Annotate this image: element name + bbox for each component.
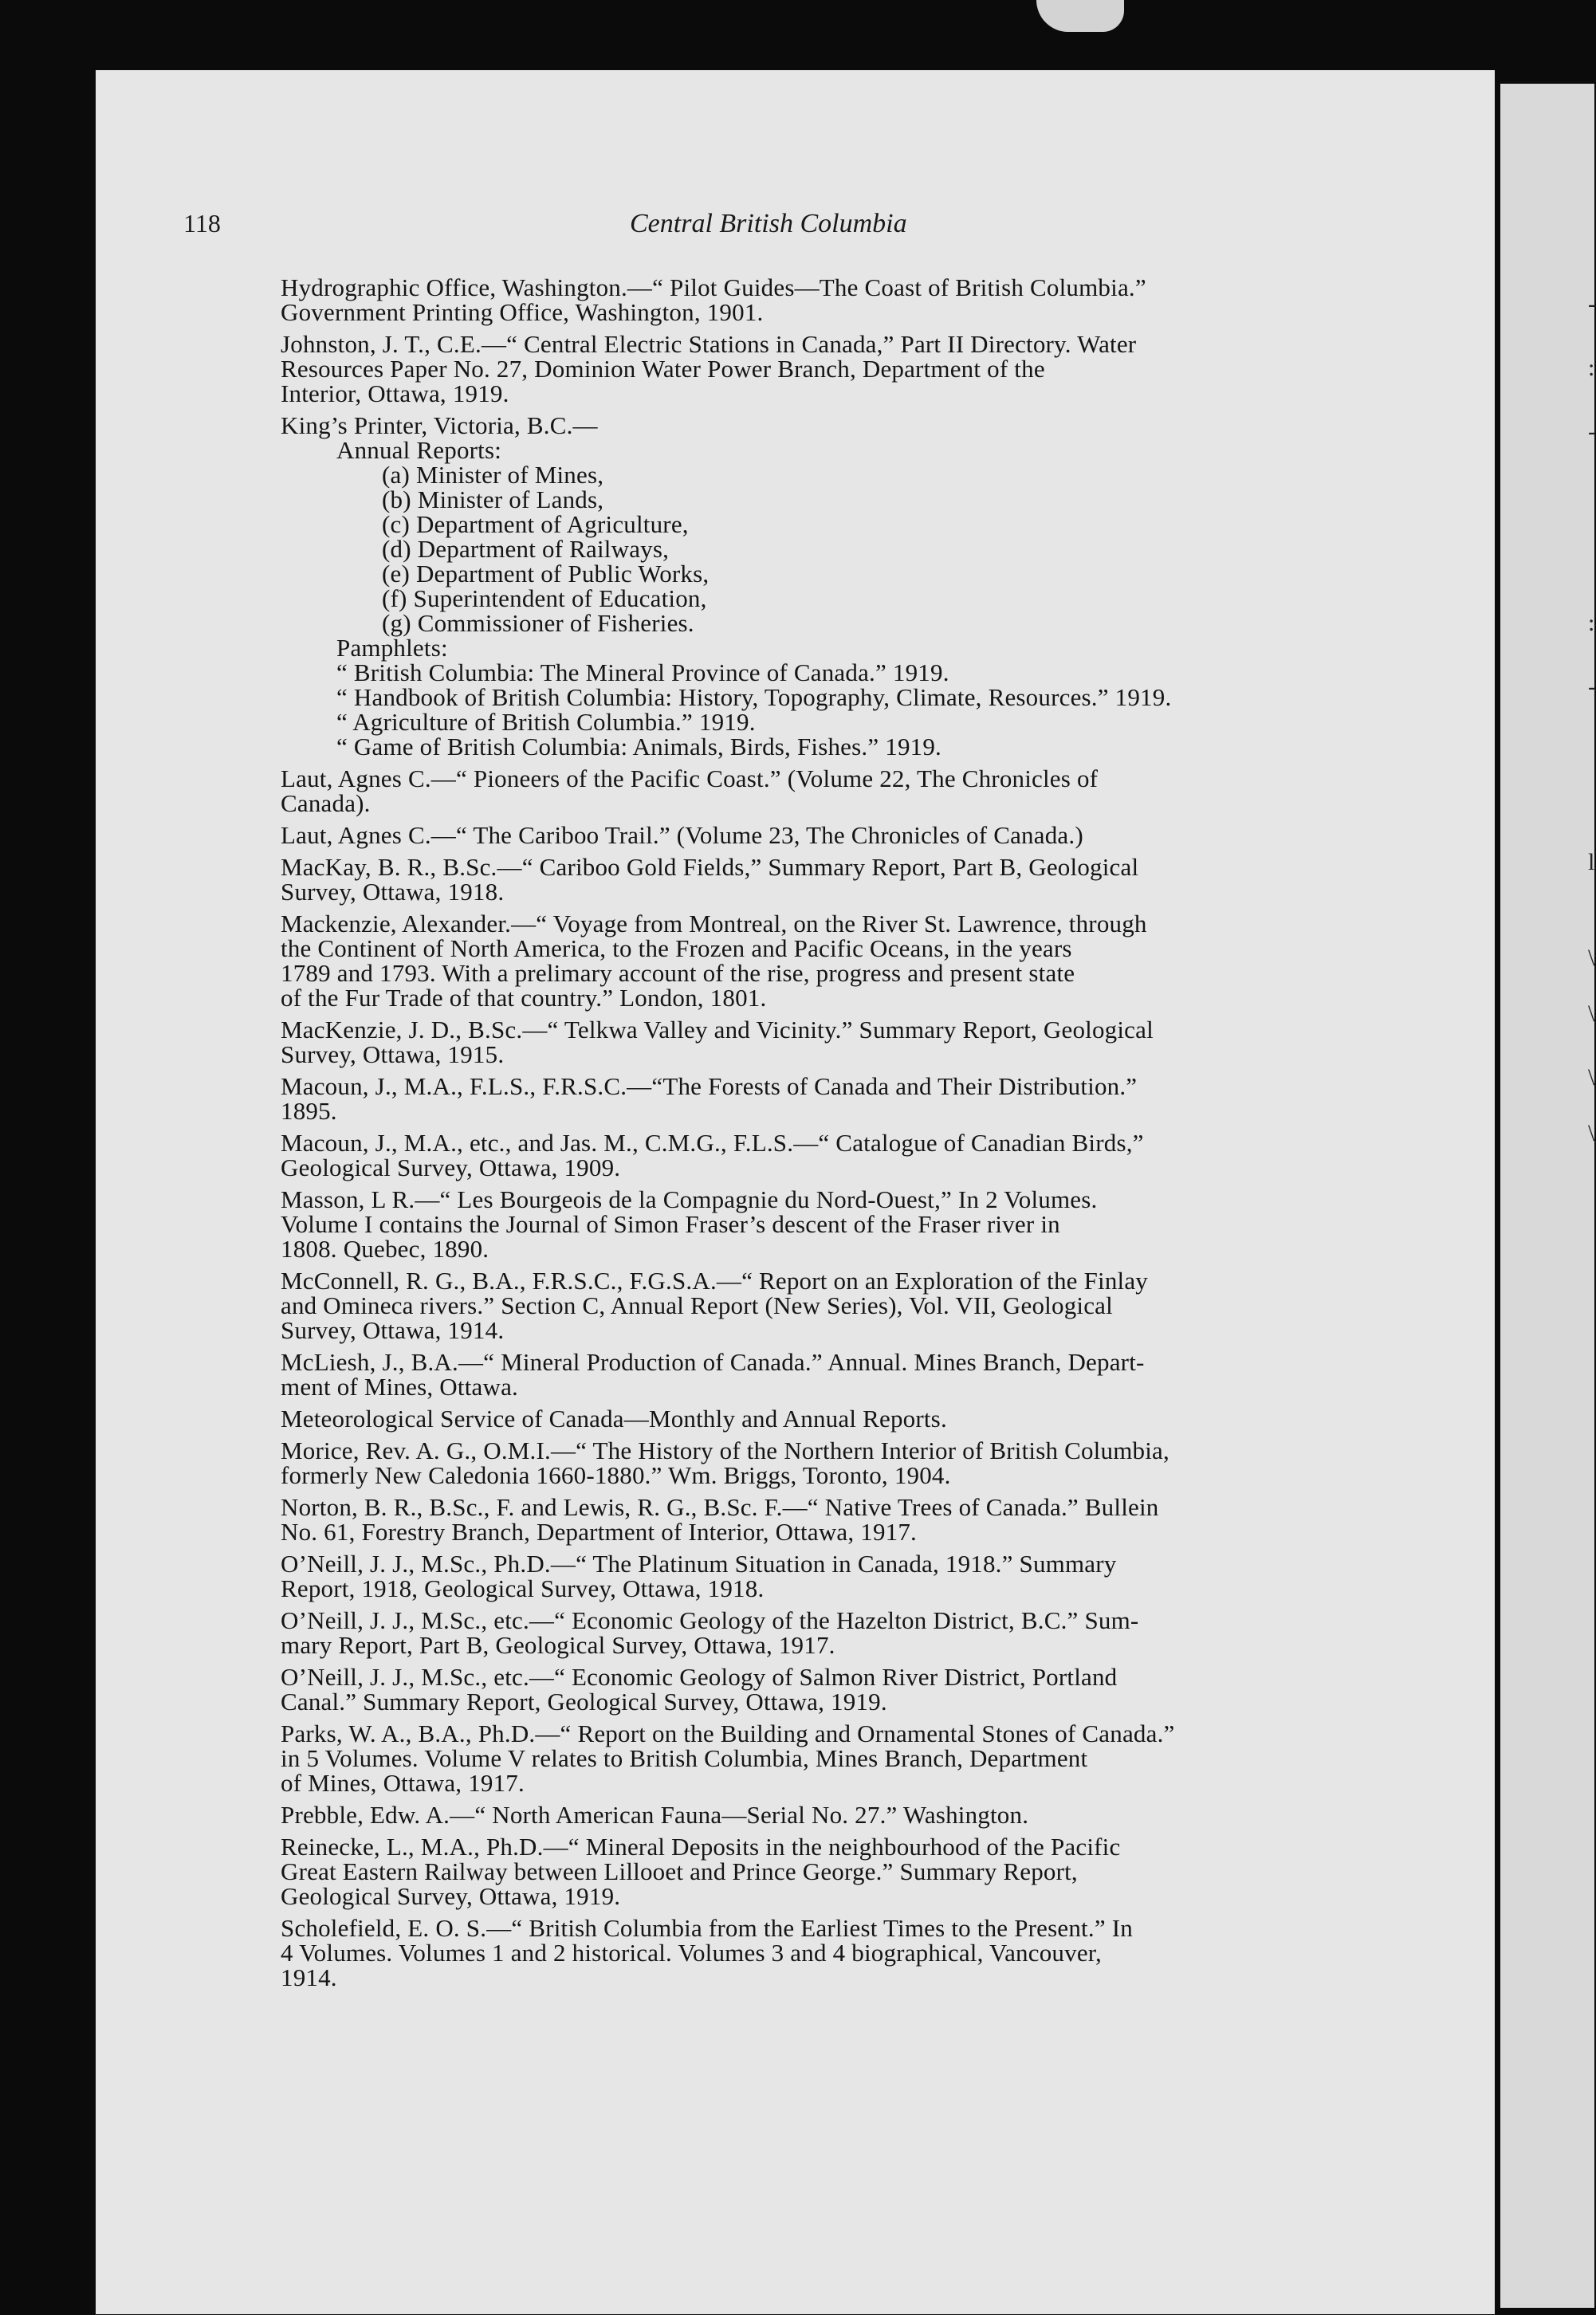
bibliography-entry [281, 1721, 1425, 1795]
entry-line: Volume I contains the Journal of Simon Fraser’s descent of the Fraser river in [281, 1210, 1060, 1238]
edge-mark: : [1588, 610, 1595, 636]
entry-line: Government Printing Office, Washington, 1901. [281, 298, 764, 326]
entry-line: Great Eastern Railway between Lillooet and Prince George.” Summary Report, [281, 1857, 1078, 1885]
entry-line: 4 Volumes. Volumes 1 and 2 historical. Volumes 3 and 4 biographical, Vancouver, [281, 1939, 1103, 1967]
bibliography-entry [281, 413, 1425, 759]
entry-line: Macoun, J., M.A., etc., and Jas. M., C.M.G., F.L.S.—“ Catalogue of Canadian Birds,” [281, 1129, 1144, 1157]
bibliography-entry [281, 1187, 1425, 1261]
entry-line: in 5 Volumes. Volume V relates to British Columbia, Mines Branch, Department [281, 1744, 1088, 1772]
bibliography-entry [281, 1438, 1425, 1488]
bibliography-entry [281, 1802, 1425, 1827]
bibliography-entry [281, 332, 1425, 406]
edge-mark: \ [1588, 1000, 1595, 1027]
edge-mark: \ [1588, 945, 1595, 971]
entry-line: 1808. Quebec, 1890. [281, 1235, 489, 1263]
entry-line: and Omineca rivers.” Section C, Annual Report (New Series), Vol. VII, Geological [281, 1291, 1113, 1319]
entry-line: Report, 1918, Geological Survey, Ottawa, 1918. [281, 1574, 765, 1602]
entry-line: Geological Survey, Ottawa, 1919. [281, 1882, 621, 1910]
bibliography-entry [281, 1017, 1425, 1067]
annual-report-item: (e) Department of Public Works, [382, 560, 710, 588]
edge-mark: \ [1588, 1120, 1595, 1146]
annual-report-item: (c) Department of Agriculture, [382, 510, 689, 538]
annual-report-item: (a) Minister of Mines, [382, 461, 604, 489]
bibliography-entry [281, 1130, 1425, 1180]
adjacent-page-edge [1500, 84, 1594, 2308]
annual-report-item: (b) Minister of Lands, [382, 485, 604, 513]
pamphlet-item: “ British Columbia: The Mineral Province of Canada.” 1919. [336, 658, 949, 686]
entry-line: Meteorological Service of Canada—Monthly and Annual Reports. [281, 1405, 947, 1433]
bibliography-entry [281, 855, 1425, 904]
bibliography-entry [281, 1268, 1425, 1342]
bibliography-entry [281, 1551, 1425, 1601]
entry-line: Hydrographic Office, Washington.—“ Pilot Guides—The Coast of British Columbia.” [281, 273, 1146, 301]
entry-line: Johnston, J. T., C.E.—“ Central Electric Stations in Canada,” Part II Directory. Water [281, 330, 1137, 358]
entry-line: MacKenzie, J. D., B.Sc.—“ Telkwa Valley and Vicinity.” Summary Report, Geological [281, 1016, 1154, 1044]
entry-line: ment of Mines, Ottawa. [281, 1373, 518, 1401]
entry-line: Interior, Ottawa, 1919. [281, 379, 509, 407]
entry-line: O’Neill, J. J., M.Sc., etc.—“ Economic Geology of Salmon River District, Portland [281, 1663, 1118, 1691]
entry-line: Morice, Rev. A. G., O.M.I.—“ The History of the Northern Interior of British Columbia, [281, 1437, 1169, 1464]
bibliography-entry [281, 1834, 1425, 1908]
entry-line: McLiesh, J., B.A.—“ Mineral Production of Canada.” Annual. Mines Branch, Depart- [281, 1348, 1145, 1376]
entry-line: Scholefield, E. O. S.—“ British Columbia from the Earliest Times to the Present.” In [281, 1914, 1133, 1942]
entry-line: Parks, W. A., B.A., Ph.D.—“ Report on the Building and Ornamental Stones of Canada.” [281, 1720, 1175, 1747]
entry-line: Reinecke, L., M.A., Ph.D.—“ Mineral Deposits in the neighbourhood of the Pacific [281, 1833, 1121, 1861]
scan-artifact [1036, 0, 1124, 32]
entry-line: Geological Survey, Ottawa, 1909. [281, 1154, 621, 1181]
page-header [183, 209, 1427, 249]
entry-line: Laut, Agnes C.—“ Pioneers of the Pacific Coast.” (Volume 22, The Chronicles of [281, 764, 1099, 792]
entry-line: Canada). [281, 789, 371, 817]
bibliography-entry [281, 1608, 1425, 1657]
entry-line: Resources Paper No. 27, Dominion Water Power Branch, Department of the [281, 355, 1045, 383]
annual-report-item: (d) Department of Railways, [382, 535, 670, 563]
entry-line: MacKay, B. R., B.Sc.—“ Cariboo Gold Fields,” Summary Report, Part B, Geological [281, 853, 1139, 881]
pamphlet-item: “ Agriculture of British Columbia.” 1919. [336, 708, 756, 736]
annual-report-item: (f) Superintendent of Education, [382, 584, 707, 612]
running-title: Central British Columbia [630, 209, 907, 238]
bibliography-entry [281, 275, 1425, 324]
entry-line: Canal.” Summary Report, Geological Survey, Ottawa, 1919. [281, 1688, 887, 1716]
page-number: 118 [183, 209, 221, 238]
edge-mark: \ [1588, 1064, 1595, 1091]
entry-line: formerly New Caledonia 1660-1880.” Wm. Briggs, Toronto, 1904. [281, 1461, 951, 1489]
bibliography-list [281, 275, 1425, 1997]
edge-mark: : [1588, 355, 1595, 381]
entry-line: of Mines, Ottawa, 1917. [281, 1769, 525, 1797]
pamphlets-label: Pamphlets: [336, 634, 448, 662]
bibliography-entry [281, 766, 1425, 816]
annual-report-item: (g) Commissioner of Fisheries. [382, 609, 694, 637]
entry-line: Survey, Ottawa, 1915. [281, 1040, 505, 1068]
bibliography-entry [281, 823, 1425, 847]
entry-line: Prebble, Edw. A.—“ North American Fauna—Serial No. 27.” Washington. [281, 1801, 1029, 1829]
entry-line: Laut, Agnes C.—“ The Cariboo Trail.” (Volume 23, The Chronicles of Canada.) [281, 821, 1083, 849]
bibliography-entry [281, 1350, 1425, 1399]
annual-reports-label: Annual Reports: [336, 436, 502, 464]
entry-line: Norton, B. R., B.Sc., F. and Lewis, R. G., B.Sc. F.—“ Native Trees of Canada.” Bullein [281, 1493, 1159, 1521]
bibliography-entry [281, 911, 1425, 1010]
entry-line: No. 61, Forestry Branch, Department of Interior, Ottawa, 1917. [281, 1518, 918, 1546]
edge-mark: - [1588, 419, 1596, 445]
entry-line: Survey, Ottawa, 1914. [281, 1316, 505, 1344]
edge-mark: l [1588, 849, 1595, 875]
bibliography-entry [281, 1074, 1425, 1123]
entry-line: O’Neill, J. J., M.Sc., Ph.D.—“ The Platinum Situation in Canada, 1918.” Summary [281, 1550, 1117, 1578]
entry-line: mary Report, Part B, Geological Survey, Ottawa, 1917. [281, 1631, 835, 1659]
pamphlet-item: “ Game of British Columbia: Animals, Birds, Fishes.” 1919. [336, 733, 942, 761]
entry-line: Survey, Ottawa, 1918. [281, 878, 505, 906]
entry-line: O’Neill, J. J., M.Sc., etc.—“ Economic Geology of the Hazelton District, B.C.” Sum- [281, 1606, 1139, 1634]
entry-line: 1789 and 1793. With a prelimary account of the rise, progress and present state [281, 959, 1075, 987]
bibliography-entry [281, 1406, 1425, 1431]
entry-line: of the Fur Trade of that country.” London, 1801. [281, 984, 767, 1012]
entry-heading: King’s Printer, Victoria, B.C.— [281, 411, 598, 439]
bibliography-entry [281, 1916, 1425, 1990]
entry-line: Masson, L R.—“ Les Bourgeois de la Compagnie du Nord-Ouest,” In 2 Volumes. [281, 1185, 1098, 1213]
edge-mark: - [1588, 291, 1596, 317]
entry-line: McConnell, R. G., B.A., F.R.S.C., F.G.S.A.—“ Report on an Exploration of the Finlay [281, 1267, 1149, 1295]
bibliography-entry [281, 1665, 1425, 1714]
entry-line: 1914. [281, 1963, 337, 1991]
entry-line: Mackenzie, Alexander.—“ Voyage from Montreal, on the River St. Lawrence, through [281, 910, 1147, 937]
entry-line: Macoun, J., M.A., F.L.S., F.R.S.C.—“The Forests of Canada and Their Distribution.” [281, 1072, 1138, 1100]
edge-mark: - [1588, 674, 1596, 700]
entry-line: the Continent of North America, to the Frozen and Pacific Oceans, in the years [281, 934, 1072, 962]
bibliography-entry [281, 1495, 1425, 1544]
pamphlet-item: “ Handbook of British Columbia: History, Topography, Climate, Resources.” 1919. [336, 683, 1172, 711]
entry-line: 1895. [281, 1097, 337, 1125]
